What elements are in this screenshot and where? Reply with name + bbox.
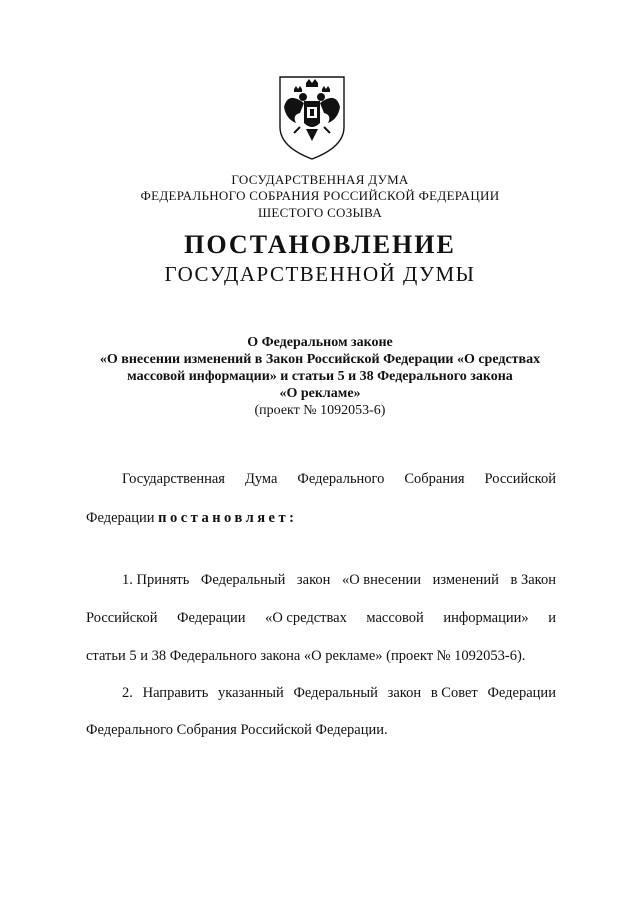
word: закон <box>296 572 331 588</box>
coat-of-arms-emblem <box>274 73 350 161</box>
word: Федерации <box>487 685 556 701</box>
preamble-line <box>122 470 556 488</box>
item-2-line: Федерального Собрания Российской Федерации. <box>86 722 388 738</box>
word: Российской <box>484 471 556 487</box>
word: «О средствах <box>265 610 347 626</box>
subject-line: О Федеральном законе <box>247 335 393 350</box>
preamble-line <box>86 509 556 527</box>
word: в Совет <box>430 685 478 701</box>
item-1-line <box>86 609 556 627</box>
header-line-federal-assembly: ФЕДЕРАЛЬНОГО СОБРАНИЯ РОССИЙСКОЙ ФЕДЕРАЦИИ <box>140 188 500 203</box>
word: «О внесении <box>341 572 422 588</box>
word: 1. Принять <box>122 572 190 588</box>
subject-line: «О рекламе» <box>279 386 361 401</box>
word: Собрания <box>404 471 465 487</box>
item-1-line: статьи 5 и 38 Федерального закона «О рекламе» (проект № 1092053-6). <box>86 648 526 664</box>
word: Государственная <box>122 471 225 487</box>
word: массовой <box>366 610 424 626</box>
word: Федеральный <box>293 685 378 701</box>
item-2-line <box>122 684 556 702</box>
header-line-duma: ГОСУДАРСТВЕННАЯ ДУМА <box>231 172 409 187</box>
document-type-title: ПОСТАНОВЛЕНИЕ <box>184 230 456 259</box>
header-line-convocation: ШЕСТОГО СОЗЫВА <box>257 205 383 220</box>
word: Российской <box>86 610 158 626</box>
item-1-line <box>122 571 556 589</box>
word: Направить <box>142 685 209 701</box>
word: и <box>548 610 556 626</box>
word: Федеральный <box>200 572 286 588</box>
word: Федерального <box>297 471 385 487</box>
subject-line: «О внесении изменений в Закон Российской Федерации «О средствах <box>99 352 541 367</box>
word: закон <box>387 685 422 701</box>
word: Федерации <box>177 610 246 626</box>
word: изменений <box>432 572 499 588</box>
word: информации» <box>443 610 529 626</box>
project-number: (проект № 1092053-6) <box>254 403 386 418</box>
subject-line: массовой информации» и статьи 5 и 38 Федерального закона <box>127 369 513 384</box>
resolves-keyword: постановляет: <box>158 510 298 526</box>
word: указанный <box>218 685 284 701</box>
word: в Закон <box>510 572 556 588</box>
word: Дума <box>244 471 278 487</box>
word: 2. <box>122 685 133 701</box>
word: Федерации <box>86 510 155 526</box>
document-issuer-title: ГОСУДАРСТВЕННОЙ ДУМЫ <box>164 262 476 286</box>
